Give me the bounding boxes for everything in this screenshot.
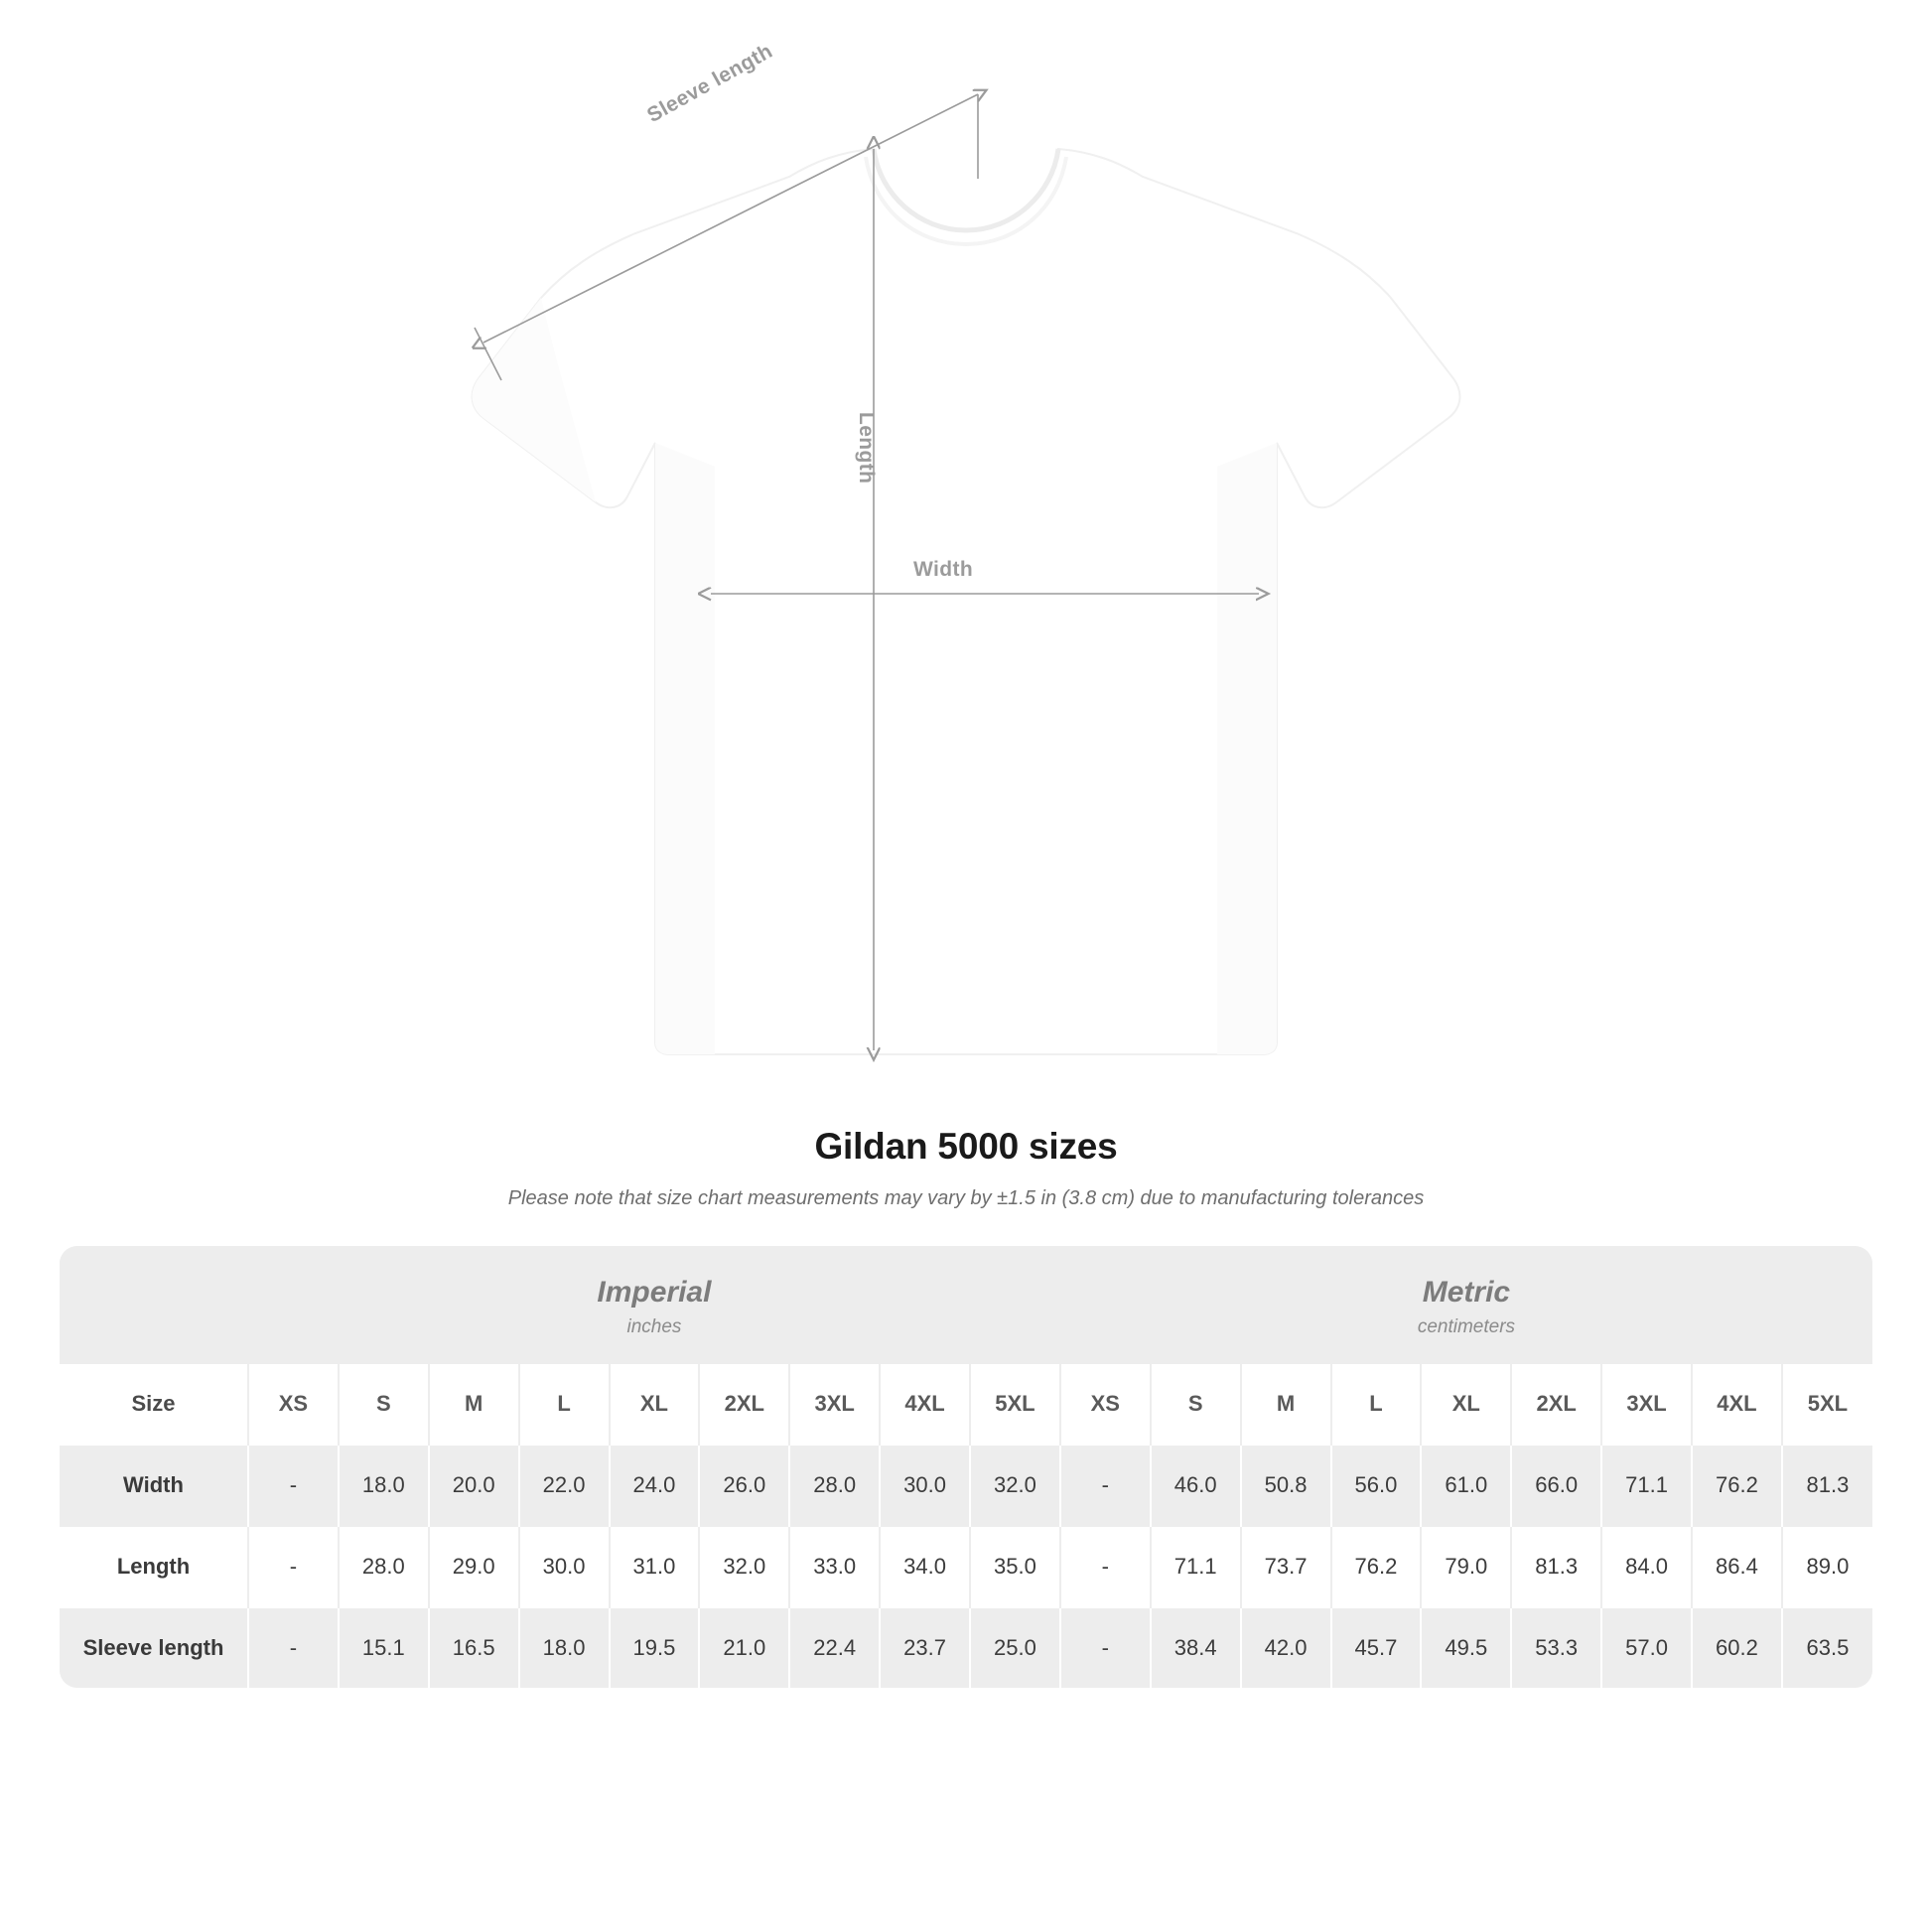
cell-width-imperial-4xl: 30.0 [880, 1445, 970, 1526]
size-header-cell-4xl: 4XL [880, 1364, 970, 1445]
cell-sleeve-length-imperial-l: 18.0 [519, 1607, 610, 1688]
cell-length-imperial-m: 29.0 [429, 1526, 519, 1607]
cell-width-metric-m: 50.8 [1241, 1445, 1331, 1526]
cell-width-imperial-s: 18.0 [339, 1445, 429, 1526]
size-header-cell-2xl: 2XL [699, 1364, 789, 1445]
cell-width-metric-l: 56.0 [1331, 1445, 1422, 1526]
cell-length-metric-l: 76.2 [1331, 1526, 1422, 1607]
cell-sleeve-length-metric-m: 42.0 [1241, 1607, 1331, 1688]
cell-sleeve-length-metric-5xl: 63.5 [1782, 1607, 1872, 1688]
size-header-cell-xl: XL [1421, 1364, 1511, 1445]
unit-group-name: Metric [1422, 1276, 1511, 1309]
size-header-cell-l: L [1331, 1364, 1422, 1445]
size-header-cell-5xl: 5XL [1782, 1364, 1872, 1445]
unit-group-metric [1060, 1246, 1872, 1364]
size-header-cell-s: S [1151, 1364, 1241, 1445]
size-header-cell-2xl: 2XL [1511, 1364, 1601, 1445]
cell-width-metric-2xl: 66.0 [1511, 1445, 1601, 1526]
cell-length-imperial-xl: 31.0 [610, 1526, 700, 1607]
cell-width-metric-xs: - [1060, 1445, 1151, 1526]
size-header-cell-3xl: 3XL [789, 1364, 880, 1445]
cell-sleeve-length-imperial-4xl: 23.7 [880, 1607, 970, 1688]
size-header-row [60, 1364, 1872, 1445]
cell-length-metric-2xl: 81.3 [1511, 1526, 1601, 1607]
size-header-cell-m: M [429, 1364, 519, 1445]
cell-length-imperial-2xl: 32.0 [699, 1526, 789, 1607]
size-header-cell-3xl: 3XL [1601, 1364, 1692, 1445]
cell-sleeve-length-imperial-5xl: 25.0 [970, 1607, 1060, 1688]
cell-width-imperial-xl: 24.0 [610, 1445, 700, 1526]
tolerance-note: Please note that size chart measurements may vary by ±1.5 in (3.8 cm) due to manufacturing tolerances [507, 1187, 1425, 1209]
table-row [60, 1445, 1872, 1526]
cell-sleeve-length-imperial-2xl: 21.0 [699, 1607, 789, 1688]
cell-sleeve-length-metric-s: 38.4 [1151, 1607, 1241, 1688]
cell-length-metric-4xl: 86.4 [1692, 1526, 1782, 1607]
cell-sleeve-length-imperial-xs: - [248, 1607, 339, 1688]
cell-width-metric-3xl: 71.1 [1601, 1445, 1692, 1526]
heading-block [0, 1126, 1932, 1210]
cell-sleeve-length-metric-l: 45.7 [1331, 1607, 1422, 1688]
cell-sleeve-length-metric-xl: 49.5 [1421, 1607, 1511, 1688]
cell-length-metric-5xl: 89.0 [1782, 1526, 1872, 1607]
cell-width-imperial-m: 20.0 [429, 1445, 519, 1526]
size-header-cell-m: M [1241, 1364, 1331, 1445]
size-header-cell-4xl: 4XL [1692, 1364, 1782, 1445]
cell-sleeve-length-imperial-s: 15.1 [339, 1607, 429, 1688]
cell-length-metric-s: 71.1 [1151, 1526, 1241, 1607]
sleeve-length-label: Sleeve length [643, 39, 777, 128]
unit-group-imperial [248, 1246, 1060, 1364]
table-row [60, 1607, 1872, 1688]
cell-width-imperial-3xl: 28.0 [789, 1445, 880, 1526]
unit-group-sub: centimeters [1417, 1315, 1516, 1337]
cell-sleeve-length-imperial-xl: 19.5 [610, 1607, 700, 1688]
cell-width-metric-s: 46.0 [1151, 1445, 1241, 1526]
page-title: Gildan 5000 sizes [814, 1126, 1118, 1167]
unit-group-sub: inches [626, 1315, 682, 1337]
length-label: Length [855, 412, 878, 484]
cell-width-metric-4xl: 76.2 [1692, 1445, 1782, 1526]
unit-group-name: Imperial [597, 1276, 712, 1309]
cell-width-metric-5xl: 81.3 [1782, 1445, 1872, 1526]
cell-sleeve-length-metric-4xl: 60.2 [1692, 1607, 1782, 1688]
size-header-cell-xs: XS [1060, 1364, 1151, 1445]
cell-width-imperial-2xl: 26.0 [699, 1445, 789, 1526]
cell-sleeve-length-metric-3xl: 57.0 [1601, 1607, 1692, 1688]
cell-length-imperial-l: 30.0 [519, 1526, 610, 1607]
size-table [60, 1246, 1872, 1688]
cell-length-imperial-xs: - [248, 1526, 339, 1607]
size-header-cell-xs: XS [248, 1364, 339, 1445]
cell-length-metric-xl: 79.0 [1421, 1526, 1511, 1607]
cell-width-imperial-5xl: 32.0 [970, 1445, 1060, 1526]
cell-length-metric-3xl: 84.0 [1601, 1526, 1692, 1607]
cell-sleeve-length-metric-xs: - [1060, 1607, 1151, 1688]
size-header-label: Size [60, 1364, 248, 1445]
cell-sleeve-length-metric-2xl: 53.3 [1511, 1607, 1601, 1688]
unit-group-row [60, 1246, 1872, 1364]
row-label-length: Length [60, 1526, 248, 1607]
size-header-cell-xl: XL [610, 1364, 700, 1445]
cell-width-imperial-l: 22.0 [519, 1445, 610, 1526]
cell-length-metric-m: 73.7 [1241, 1526, 1331, 1607]
size-header-cell-s: S [339, 1364, 429, 1445]
cell-sleeve-length-imperial-3xl: 22.4 [789, 1607, 880, 1688]
tshirt-shape [473, 149, 1460, 1054]
row-label-width: Width [60, 1445, 248, 1526]
row-label-sleeve-length: Sleeve length [60, 1607, 248, 1688]
size-table-wrapper [60, 1246, 1872, 1688]
unit-row-spacer [60, 1246, 248, 1364]
table-row [60, 1526, 1872, 1607]
cell-length-imperial-5xl: 35.0 [970, 1526, 1060, 1607]
cell-length-imperial-3xl: 33.0 [789, 1526, 880, 1607]
cell-width-metric-xl: 61.0 [1421, 1445, 1511, 1526]
cell-length-imperial-4xl: 34.0 [880, 1526, 970, 1607]
cell-length-imperial-s: 28.0 [339, 1526, 429, 1607]
size-header-cell-l: L [519, 1364, 610, 1445]
size-header-cell-5xl: 5XL [970, 1364, 1060, 1445]
cell-width-imperial-xs: - [248, 1445, 339, 1526]
cell-sleeve-length-imperial-m: 16.5 [429, 1607, 519, 1688]
cell-length-metric-xs: - [1060, 1526, 1151, 1607]
width-label: Width [913, 558, 974, 581]
